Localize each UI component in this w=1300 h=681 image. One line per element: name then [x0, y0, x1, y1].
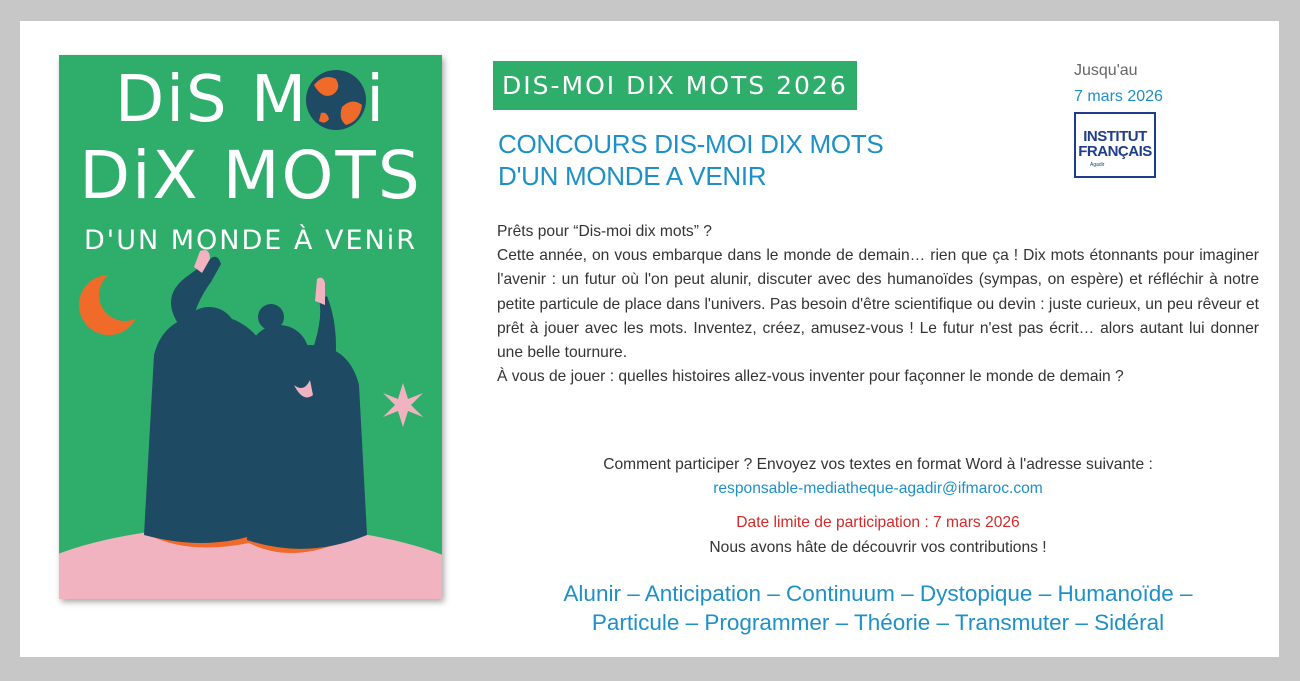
- logo-line1: INSTITUT: [1083, 128, 1147, 145]
- participation-instructions: Comment participer ? Envoyez vos textes en format Word à l'adresse suivante :: [603, 456, 1153, 473]
- star-icon: [383, 383, 423, 427]
- poster-title-line2: DiX MOTS: [79, 137, 422, 214]
- institut-francais-logo: [1074, 112, 1156, 178]
- call-to-action-paragraph: À vous de jouer : quelles histoires allez-vous inventer pour façonner le monde de demain ?: [497, 368, 1124, 386]
- logo-line2: FRANÇAIS: [1078, 143, 1152, 160]
- until-label: Jusqu'au: [1074, 62, 1138, 79]
- contest-poster: [59, 55, 442, 599]
- heading-line2: D'UN MONDE A VENIR: [498, 161, 767, 191]
- logo-line3: Agadir: [1090, 162, 1105, 168]
- contest-heading: [498, 128, 1058, 192]
- event-banner: DIS-MOI DIX MOTS 2026: [493, 61, 857, 110]
- submission-deadline: Date limite de participation : 7 mars 2026: [736, 514, 1020, 531]
- heading-line1: CONCOURS DIS-MOI DIX MOTS: [498, 129, 884, 159]
- poster-subtitle: D'UN MONDE À VENiR: [84, 225, 417, 256]
- words-line2: Particule – Programmer – Théorie – Transmuter – Sidéral: [591, 610, 1165, 635]
- poster-title-line1: DiS M i: [114, 63, 387, 137]
- ten-words-list: [497, 579, 1259, 637]
- words-line1: Alunir – Anticipation – Continuum – Dystopique – Humanoïde –: [563, 581, 1193, 606]
- contact-email-link[interactable]: responsable-mediatheque-agadir@ifmaroc.com: [713, 480, 1043, 497]
- closing-message: Nous avons hâte de découvrir vos contributions !: [709, 539, 1047, 556]
- contest-description: [497, 220, 1259, 389]
- until-date: 7 mars 2026: [1074, 88, 1163, 105]
- intro-paragraph: Prêts pour “Dis-moi dix mots” ?: [497, 223, 712, 240]
- description-paragraph: Cette année, on vous embarque dans le monde de demain… rien que ça ! Dix mots étonnants pour imaginer l'avenir : un futur où l'on peut alunir, discuter avec des humanoïdes (sympas, on espère) et réfléchir à notre petite particule de place dans l'univers. Pas besoin d'être scientifique ou devin : juste curieux, un peu rêveur et prêt à jouer avec les mots. Inventez, créez, amusez-vous ! Le futur n'est pas écrit… alors autant lui donner une belle tournure.: [497, 247, 1259, 362]
